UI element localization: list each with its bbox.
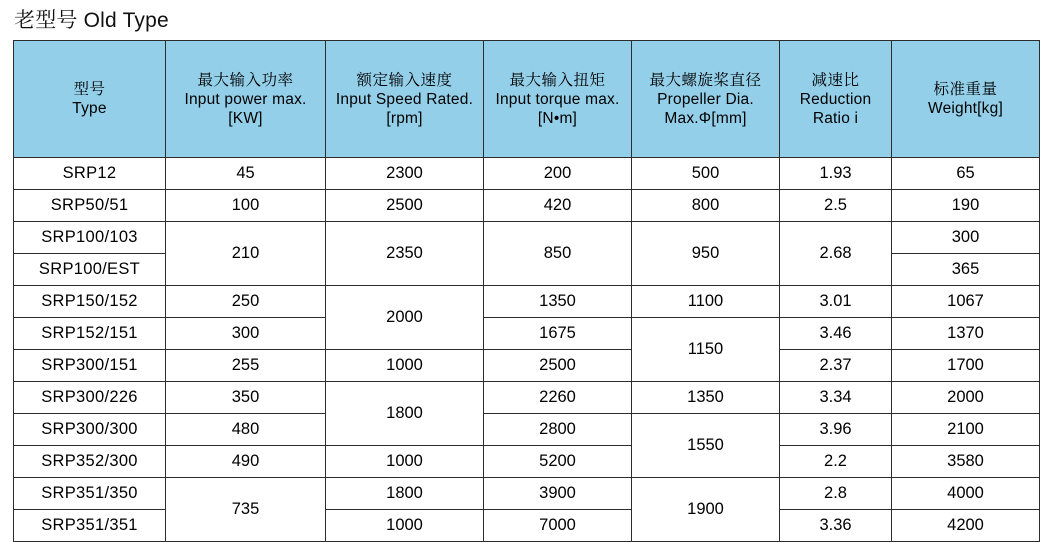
cell-speed: 2300: [326, 158, 484, 190]
column-header-input-speed: [326, 41, 484, 158]
cell-propeller: 1900: [632, 478, 780, 542]
cell-propeller: 800: [632, 190, 780, 222]
cell-power: 300: [166, 318, 326, 350]
cell-ratio: 3.34: [780, 382, 892, 414]
cell-torque: 420: [484, 190, 632, 222]
cell-weight: 4000: [892, 478, 1040, 510]
cell-type: SRP351/350: [14, 478, 166, 510]
cell-torque: 5200: [484, 446, 632, 478]
column-header-input-power-cn: 最大输入功率: [197, 71, 294, 89]
cell-power: 210: [166, 222, 326, 286]
table-header: [14, 41, 1040, 158]
table-row: [14, 222, 1040, 254]
column-header-propeller-diameter-cn: 最大螺旋桨直径: [649, 71, 762, 89]
cell-torque: 2800: [484, 414, 632, 446]
column-header-reduction-ratio-cn: 减速比: [811, 71, 860, 89]
cell-type: SRP150/152: [14, 286, 166, 318]
cell-ratio: 3.46: [780, 318, 892, 350]
cell-power: 45: [166, 158, 326, 190]
column-header-input-speed-cn: 额定输入速度: [356, 71, 453, 89]
cell-speed: 2350: [326, 222, 484, 286]
cell-speed: 1000: [326, 446, 484, 478]
cell-weight: 1700: [892, 350, 1040, 382]
table-row: [14, 318, 1040, 350]
column-header-input-power: [166, 41, 326, 158]
cell-propeller: 950: [632, 222, 780, 286]
cell-power: 735: [166, 478, 326, 542]
table-row: [14, 446, 1040, 478]
cell-weight: 1067: [892, 286, 1040, 318]
column-header-reduction-ratio: [780, 41, 892, 158]
cell-type: SRP300/151: [14, 350, 166, 382]
column-header-input-power-en: Input power max.[KW]: [184, 90, 307, 127]
cell-ratio: 2.5: [780, 190, 892, 222]
column-header-weight-cn: 标准重量: [933, 81, 998, 98]
cell-torque: 2500: [484, 350, 632, 382]
column-header-input-torque-cn: 最大输入扭矩: [509, 71, 606, 89]
cell-weight: 365: [892, 254, 1040, 286]
table-row: [14, 286, 1040, 318]
table-header-row: [14, 41, 1040, 158]
cell-speed: 2500: [326, 190, 484, 222]
cell-ratio: 3.96: [780, 414, 892, 446]
column-header-input-speed-en: Input Speed Rated.[rpm]: [335, 90, 474, 127]
cell-type: SRP100/EST: [14, 254, 166, 286]
cell-power: 255: [166, 350, 326, 382]
cell-type: SRP100/103: [14, 222, 166, 254]
column-header-propeller-diameter-en: Propeller Dia. Max.Φ[mm]: [657, 90, 754, 127]
table-row: [14, 382, 1040, 414]
cell-type: SRP352/300: [14, 446, 166, 478]
cell-weight: 2100: [892, 414, 1040, 446]
cell-propeller: 1350: [632, 382, 780, 414]
cell-propeller: 1100: [632, 286, 780, 318]
table-body: [14, 158, 1040, 542]
cell-torque: 1350: [484, 286, 632, 318]
cell-type: SRP300/300: [14, 414, 166, 446]
cell-weight: 300: [892, 222, 1040, 254]
cell-speed: 1000: [326, 510, 484, 542]
table-row: [14, 350, 1040, 382]
cell-torque: 2260: [484, 382, 632, 414]
cell-torque: 850: [484, 222, 632, 286]
cell-ratio: 2.37: [780, 350, 892, 382]
column-header-weight-en: Weight[kg]: [928, 100, 1003, 117]
cell-ratio: 2.68: [780, 222, 892, 286]
cell-type: SRP12: [14, 158, 166, 190]
cell-power: 490: [166, 446, 326, 478]
cell-torque: 3900: [484, 478, 632, 510]
cell-weight: 3580: [892, 446, 1040, 478]
cell-ratio: 1.93: [780, 158, 892, 190]
cell-speed: 1800: [326, 478, 484, 510]
cell-propeller: 1550: [632, 414, 780, 478]
column-header-type-en: Type: [72, 100, 107, 117]
cell-weight: 2000: [892, 382, 1040, 414]
cell-speed: 1800: [326, 382, 484, 446]
cell-type: SRP50/51: [14, 190, 166, 222]
cell-speed: 2000: [326, 286, 484, 350]
cell-ratio: 3.01: [780, 286, 892, 318]
cell-propeller: 500: [632, 158, 780, 190]
cell-torque: 7000: [484, 510, 632, 542]
cell-torque: 200: [484, 158, 632, 190]
column-header-propeller-diameter: [632, 41, 780, 158]
cell-power: 350: [166, 382, 326, 414]
column-header-type: [14, 41, 166, 158]
cell-type: SRP300/226: [14, 382, 166, 414]
cell-power: 480: [166, 414, 326, 446]
cell-ratio: 2.8: [780, 478, 892, 510]
column-header-reduction-ratio-en: Reduction Ratio i: [799, 90, 872, 127]
column-header-input-torque: [484, 41, 632, 158]
column-header-input-torque-en: Input torque max.[N•m]: [495, 90, 620, 127]
table-row: [14, 158, 1040, 190]
cell-weight: 4200: [892, 510, 1040, 542]
cell-ratio: 3.36: [780, 510, 892, 542]
cell-weight: 1370: [892, 318, 1040, 350]
cell-type: SRP351/351: [14, 510, 166, 542]
cell-ratio: 2.2: [780, 446, 892, 478]
cell-weight: 65: [892, 158, 1040, 190]
cell-torque: 1675: [484, 318, 632, 350]
table-row: [14, 190, 1040, 222]
specification-table: [13, 40, 1040, 542]
cell-propeller: 1150: [632, 318, 780, 382]
cell-weight: 190: [892, 190, 1040, 222]
cell-speed: 1000: [326, 350, 484, 382]
page-title: 老型号 Old Type: [14, 9, 169, 32]
cell-power: 100: [166, 190, 326, 222]
table-row: [14, 478, 1040, 510]
column-header-weight: [892, 41, 1040, 158]
column-header-type-cn: 型号: [73, 81, 106, 98]
cell-power: 250: [166, 286, 326, 318]
cell-type: SRP152/151: [14, 318, 166, 350]
table-row: [14, 414, 1040, 446]
